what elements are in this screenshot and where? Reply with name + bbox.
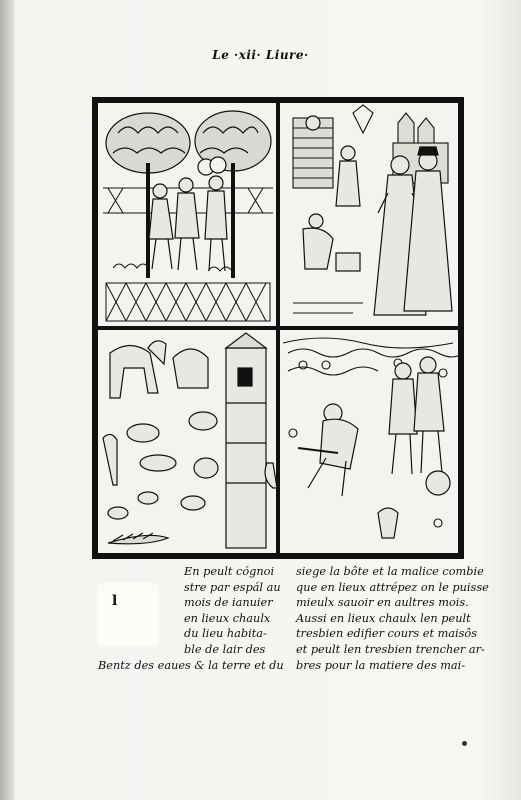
text-line: mois de ianuier [184,596,273,610]
text-line: ble de lair des [184,642,266,656]
right-column [296,564,490,673]
text-line: Bentz des eaues & la terre et du [98,658,284,672]
body-text [98,564,490,684]
left-column [98,564,284,673]
text-line: en lieux chaulx [184,611,271,625]
page-gutter-shadow [0,0,14,800]
text-line: du lieu habita- [184,627,267,641]
text-line: siege la bôte et la malice combie [296,565,484,578]
text-line: stre par espál au [184,580,281,594]
text-line: et peult len tresbien trencher ar- [296,642,485,656]
text-line: mieulx sauoir en aultres mois. [296,596,469,610]
text-line: bres pour la matiere des mai- [296,658,466,672]
margin-speck [462,741,467,746]
text-line: que en lieux attrépez on le puisse [296,580,489,594]
text-line: tresbien edifier cours et maisôs [296,627,478,641]
running-head: Le ·xii· Liure· [212,48,309,62]
woodcut-illustration [92,97,464,559]
text-line: Aussi en lieux chaulx len peult [296,611,471,625]
initial-letter-fragment: l [112,593,118,609]
text-line: En peult cógnoi [184,565,275,578]
woodcut-svg [98,103,458,553]
